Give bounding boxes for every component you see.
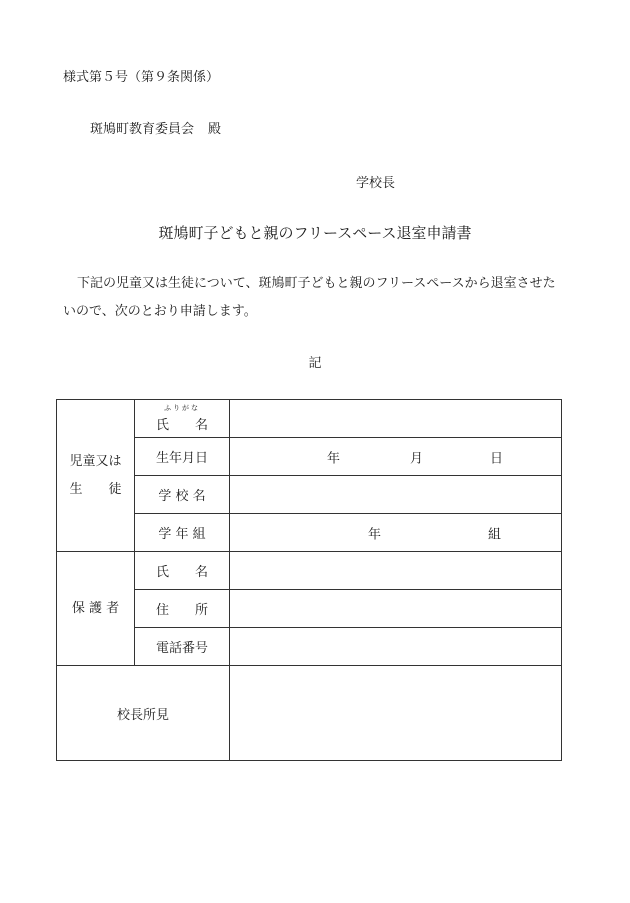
- guardian-phone-label: 電話番号: [135, 628, 230, 666]
- child-name-label-text: 氏 名: [155, 418, 208, 433]
- grade-class-label: 学 年 組: [135, 514, 230, 552]
- sender: 学校長: [356, 176, 396, 191]
- birth-date-label: 生年月日: [135, 438, 230, 476]
- birth-date-field[interactable]: [230, 438, 562, 476]
- child-name-label: [135, 400, 230, 438]
- addressee-name: 斑鳩町教育委員会: [90, 122, 195, 137]
- guardian-name-field[interactable]: [230, 552, 562, 590]
- principal-opinion-field[interactable]: [230, 666, 562, 761]
- school-name-label: 学 校 名: [135, 476, 230, 514]
- principal-opinion-label: 校長所見: [57, 666, 230, 761]
- birth-day-unit: 日: [490, 451, 504, 466]
- form-number: 様式第５号（第９条関係）: [63, 70, 220, 85]
- addressee: [90, 118, 221, 137]
- addressee-honorific: 殿: [208, 122, 222, 137]
- guardian-phone-field[interactable]: [230, 628, 562, 666]
- body-line-2: いので、次のとおり申請します。: [63, 304, 257, 319]
- body-line-1: 下記の児童又は生徒について、斑鳩町子どもと親のフリースペースから退室させた: [77, 276, 556, 291]
- child-group-label: [57, 400, 135, 552]
- guardian-group-label: 保 護 者: [57, 552, 135, 666]
- birth-year-unit: 年: [327, 451, 341, 466]
- guardian-address-field[interactable]: [230, 590, 562, 628]
- grade-class-unit: 組: [488, 527, 502, 542]
- grade-class-field[interactable]: [230, 514, 562, 552]
- school-name-field[interactable]: [230, 476, 562, 514]
- child-group-line1: 児童又は: [69, 453, 122, 469]
- birth-month-unit: 月: [410, 451, 424, 466]
- document-title: 斑鳩町子どもと親のフリースペース退室申請書: [158, 224, 472, 242]
- ki-heading: 記: [308, 356, 322, 371]
- body-text: [63, 270, 573, 326]
- table-row: [57, 552, 562, 590]
- child-name-field[interactable]: [230, 400, 562, 438]
- table-row: [57, 400, 562, 438]
- application-table: [56, 399, 562, 761]
- guardian-name-label: 氏 名: [135, 552, 230, 590]
- child-group-line2: 生 徒: [69, 481, 122, 497]
- guardian-address-label: 住 所: [135, 590, 230, 628]
- furigana: ふりがな: [164, 404, 200, 412]
- grade-year-unit: 年: [368, 527, 382, 542]
- table-row: [57, 666, 562, 761]
